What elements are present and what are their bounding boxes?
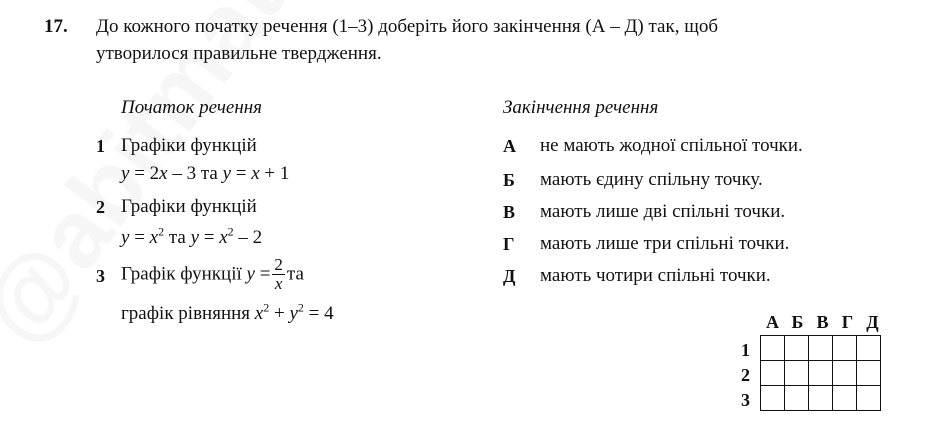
grid-cell[interactable]	[857, 361, 881, 386]
option-b-text: мають єдину спільну точку.	[540, 169, 763, 190]
item-2-text: Графіки функцій	[121, 196, 257, 217]
grid-cell[interactable]	[809, 386, 833, 411]
grid-col-e: Д	[866, 312, 879, 332]
grid-row-1-label: 1	[741, 340, 750, 360]
fraction-2-over-x: $\frac{2}{x}$	[274, 255, 283, 293]
item-1-number: 1	[96, 136, 105, 156]
grid-col-d: Г	[841, 312, 854, 332]
option-e-text: мають чотири спільні точки.	[540, 265, 771, 286]
question-line-2: утворилося правильне твердження.	[96, 43, 382, 64]
option-b-letter: Б	[503, 170, 515, 190]
item-1-text: Графіки функцій	[121, 135, 257, 156]
option-d-text: мають лише три спільні точки.	[540, 233, 790, 254]
grid-cell[interactable]	[857, 386, 881, 411]
grid-cell[interactable]	[761, 361, 785, 386]
grid-row-3-label: 3	[741, 390, 750, 410]
grid-cell[interactable]	[857, 336, 881, 361]
grid-cell[interactable]	[761, 336, 785, 361]
grid-cell[interactable]	[833, 336, 857, 361]
question-line-1: До кожного початку речення (1–3) доберіть його закінчення (А – Д) так, щоб	[96, 16, 718, 37]
grid-cell[interactable]	[833, 386, 857, 411]
grid-col-a: А	[766, 312, 779, 332]
grid-cell[interactable]	[809, 336, 833, 361]
grid-col-b: Б	[791, 312, 804, 332]
grid-cell[interactable]	[809, 361, 833, 386]
item-2-number: 2	[96, 197, 105, 217]
item-1-formula: y = 2x – 3 та y = x + 1	[121, 163, 290, 184]
question-number: 17.	[44, 16, 68, 37]
answer-grid-header	[760, 312, 885, 333]
option-c-letter: В	[503, 202, 516, 222]
left-heading: Початок речення	[121, 97, 263, 118]
option-c-text: мають лише дві спільні точки.	[540, 201, 786, 222]
grid-row-2	[761, 361, 881, 386]
option-a-letter: А	[503, 136, 516, 156]
option-a-text: не мають жодної спільної точки.	[540, 135, 803, 156]
item-2-formula: $y = x^2$ та $y = x^2 - 2$	[121, 224, 263, 248]
grid-cell[interactable]	[785, 336, 809, 361]
grid-cell[interactable]	[833, 361, 857, 386]
answer-grid	[760, 335, 881, 411]
option-e-letter: Д	[503, 266, 516, 286]
grid-col-c: В	[816, 312, 829, 332]
item-3-formula: Графік функції y = $\frac{2}{x}$ та	[121, 255, 304, 293]
item-3-number: 3	[96, 266, 105, 286]
grid-row-1	[761, 336, 881, 361]
grid-cell[interactable]	[785, 361, 809, 386]
right-heading: Закінчення речення	[503, 97, 659, 118]
grid-cell[interactable]	[785, 386, 809, 411]
grid-cell[interactable]	[761, 386, 785, 411]
grid-row-2-label: 2	[741, 365, 750, 385]
option-d-letter: Г	[503, 234, 515, 254]
grid-row-3	[761, 386, 881, 411]
item-3-line-2: графік рівняння $x^2 + y^2 = 4$	[121, 300, 334, 324]
